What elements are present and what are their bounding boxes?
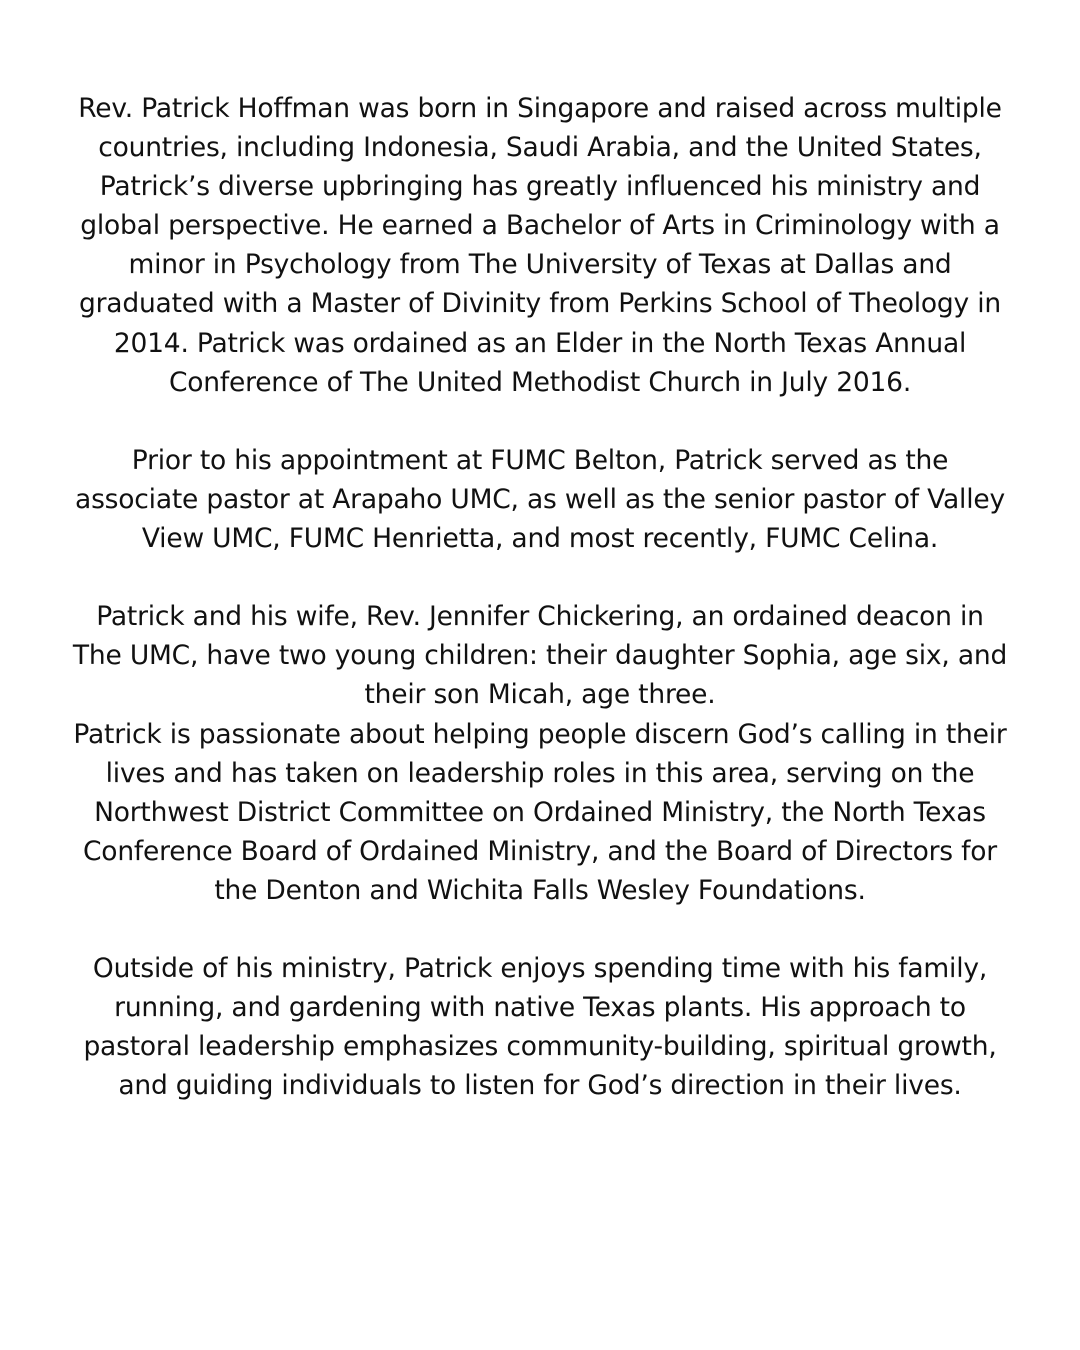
paragraph-spacer [70, 402, 1010, 441]
bio-paragraph-background: Rev. Patrick Hoffman was born in Singapore and raised across multiple countries, including Indonesia, Saudi Arabia, and the United States, Patrick’s diverse upbringing has greatly influenced his ministry and global perspective. He earned a Bachelor of Arts in Criminology with a minor in Psychology from The University of Texas at Dallas and graduated with a Master of Divinity from Perkins School of Theology in 2014. Patrick was ordained as an Elder in the North Texas Annual Conference of The United Methodist Church in July 2016. [78, 93, 1002, 398]
bio-paragraph-leadership: Patrick is passionate about helping people discern God’s calling in their lives and has taken on leadership roles in this area, serving on the Northwest District Committee on Ordained Ministry, the North Texas Conference Board of Ordained Ministry, and the Board of Directors for the Denton and Wichita Falls Wesley Foundations. [73, 718, 1007, 906]
paragraph-spacer [70, 558, 1010, 597]
bio-paragraph-family: Patrick and his wife, Rev. Jennifer Chickering, an ordained deacon in The UMC, have two young children: their daughter Sophia, age six, and their son Micah, age three. [72, 601, 1008, 711]
paragraph-spacer [70, 910, 1010, 949]
bio-paragraph-interests: Outside of his ministry, Patrick enjoys spending time with his family, running, and gardening with native Texas plants. His approach to pastoral leadership emphasizes community-building, spiritual growth, and guiding individuals to listen for God’s direction in their lives. [83, 953, 997, 1102]
biography-text [70, 89, 1010, 1105]
bio-paragraph-appointments: Prior to his appointment at FUMC Belton, Patrick served as the associate pastor at Arapaho UMC, as well as the senior pastor of Valley View UMC, FUMC Henrietta, and most recently, FUMC Celina. [75, 444, 1005, 555]
